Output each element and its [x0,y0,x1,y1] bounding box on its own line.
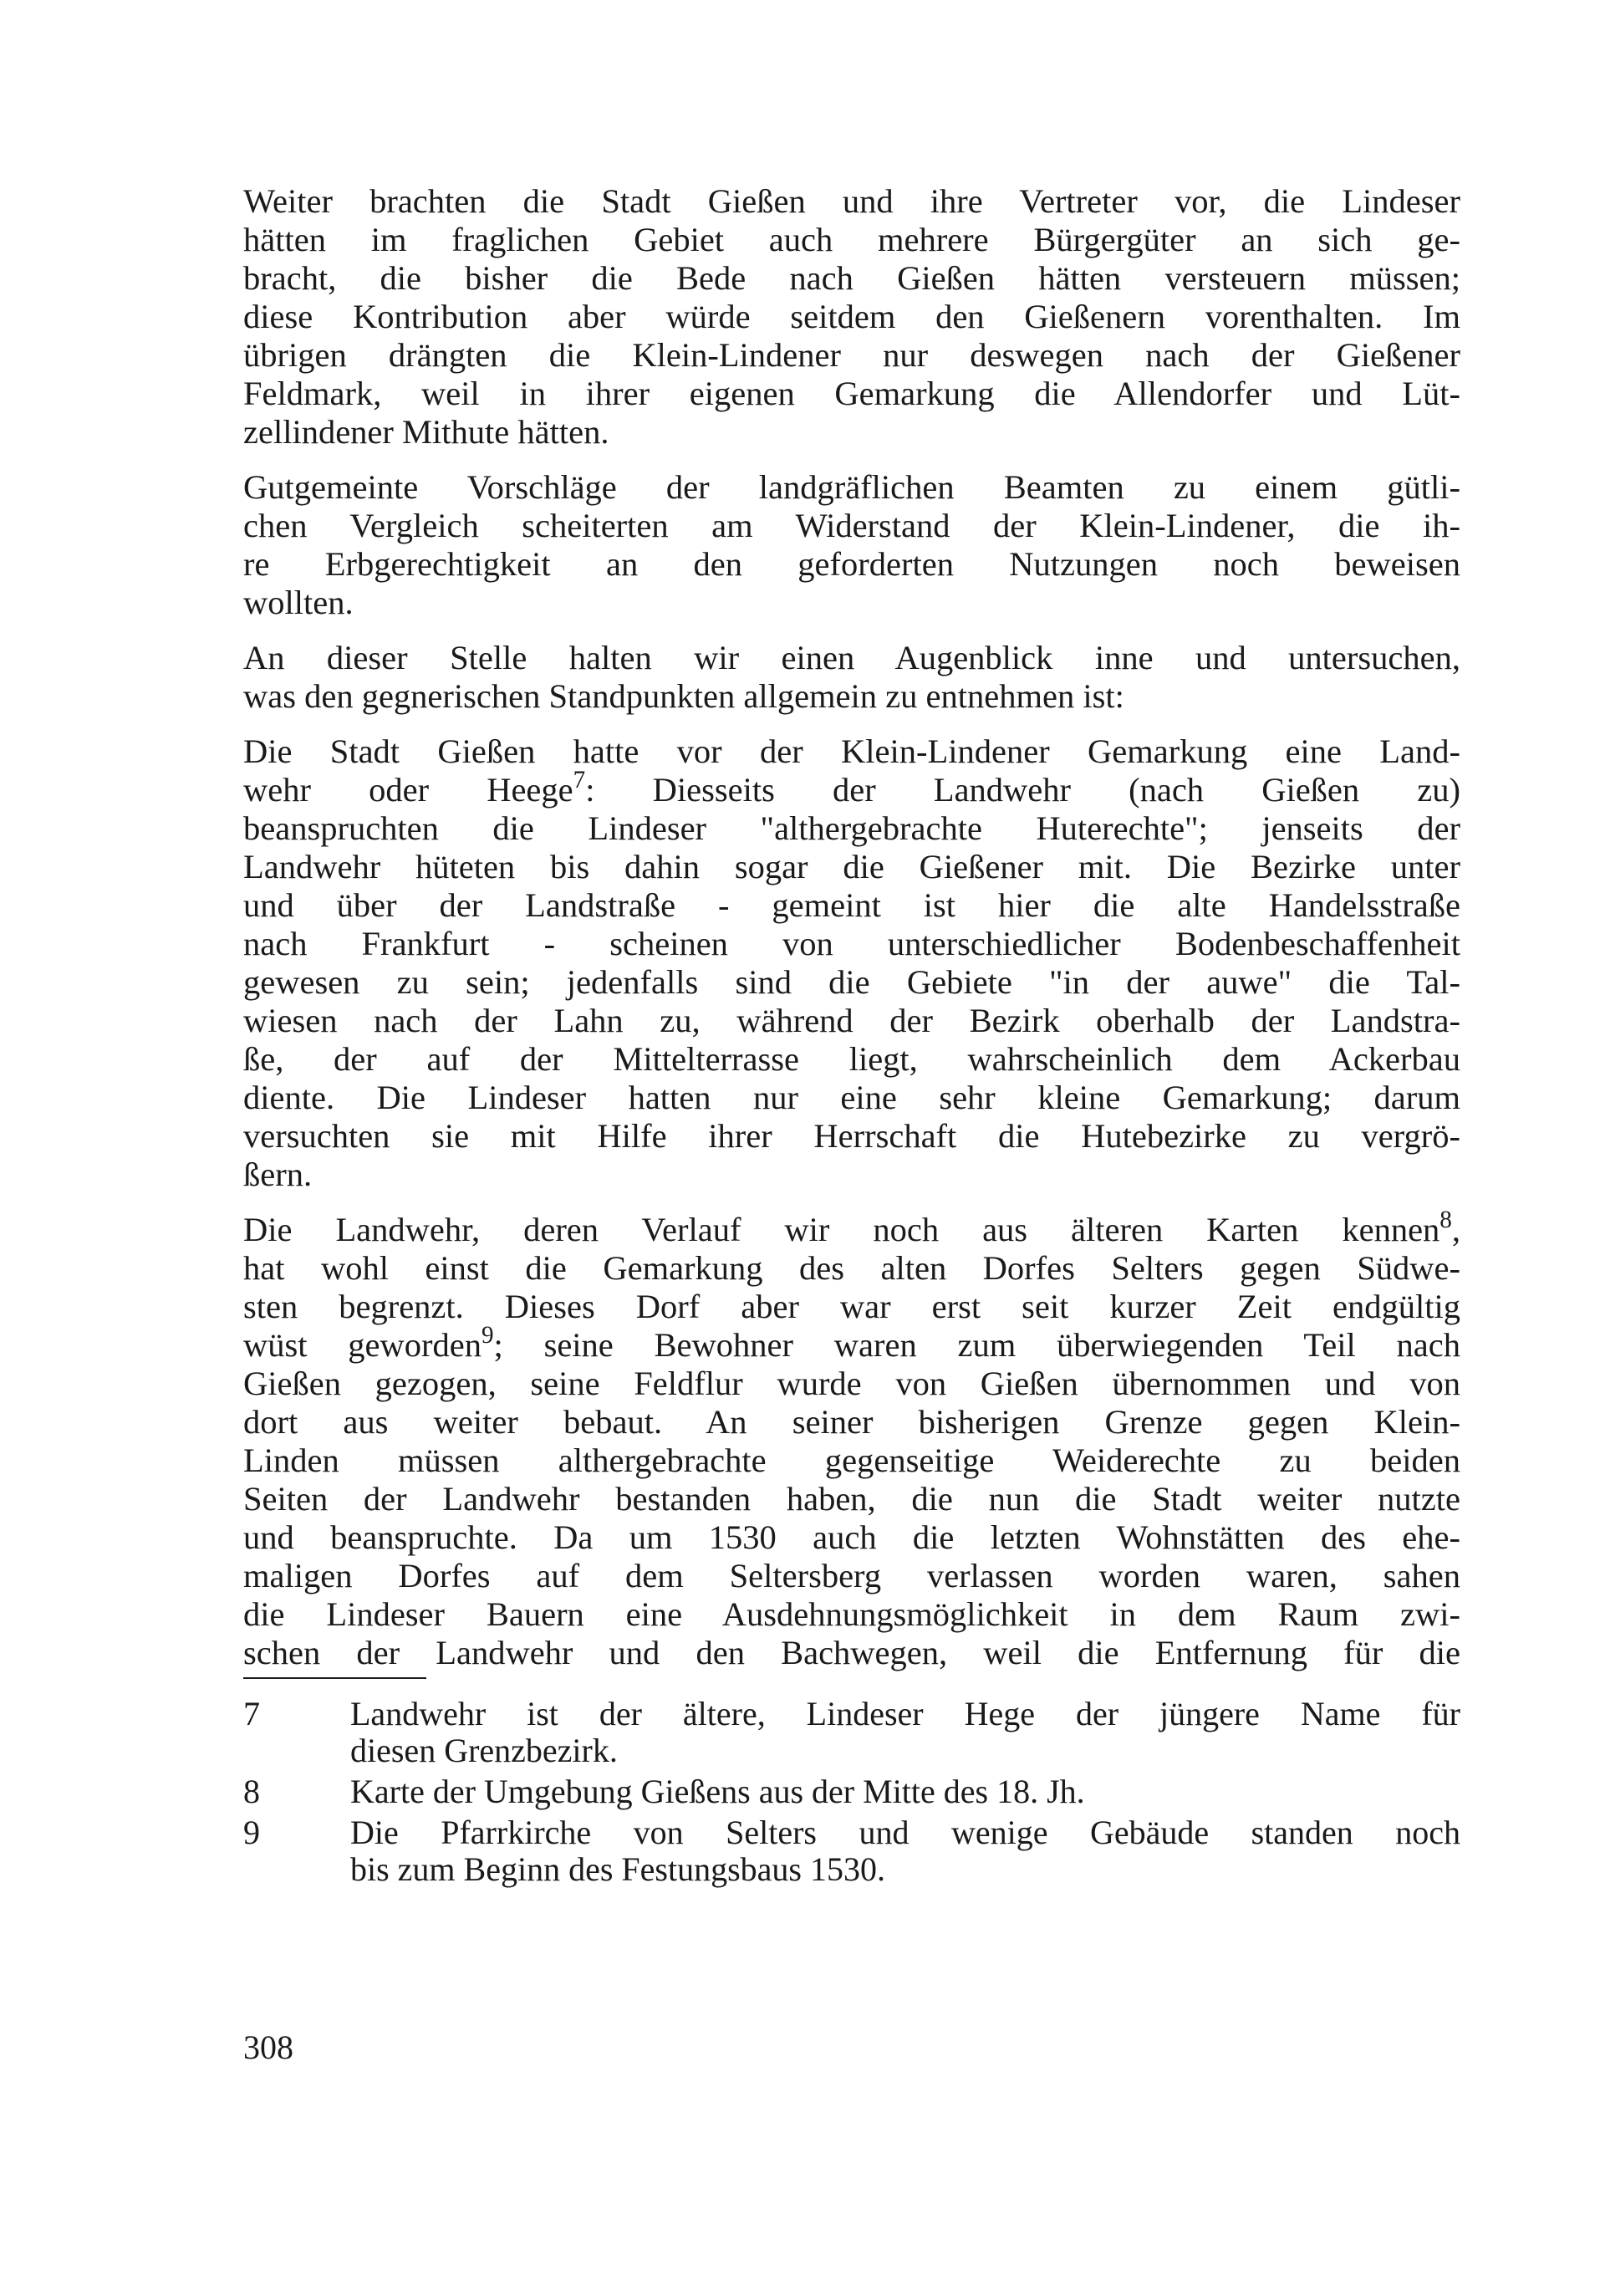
text-line [243,1206,1460,1249]
paragraph-1 [243,182,1460,452]
text-line: wiesen nach der Lahn zu, während der Bezirk oberhalb der Landstra- [243,1002,1460,1039]
text-fragment: : Diesseits der Landwehr (nach Gießen zu) [585,771,1460,809]
footnote-number: 8 [243,1773,260,1810]
footnote-7 [243,1696,1460,1769]
text-fragment: ; seine Bewohner waren zum überwiegenden Teil nach [493,1326,1460,1364]
text-line: übrigen drängten die Klein-Lindener nur deswegen nach der Gießener [243,336,1460,374]
footnote-ref-7: 7 [573,766,586,793]
text-line [243,1321,1460,1365]
text-line: Die Pfarrkirche von Selters und wenige Gebäude standen noch [350,1814,1460,1851]
footnote-body [350,1773,1460,1810]
footnote-ref-9: 9 [481,1321,494,1349]
text-line: zellindener Mithute hätten. [243,413,609,451]
text-line: Landwehr hüteten bis dahin sogar die Gießener mit. Die Bezirke unter [243,848,1460,885]
paragraph-4 [243,732,1460,1194]
text-line: nach Frankfurt - scheinen von unterschiedlicher Bodenbeschaffenheit [243,925,1460,962]
text-line: die Lindeser Bauern eine Ausdehnungsmöglichkeit in dem Raum zwi- [243,1595,1460,1633]
text-line: bis zum Beginn des Festungsbaus 1530. [350,1850,885,1888]
footnote-9 [243,1814,1460,1888]
text-fragment: Die Landwehr, deren Verlauf wir noch aus älteren Karten kennen [243,1211,1440,1248]
text-line: Gießen gezogen, seine Feldflur wurde von Gießen übernommen und von [243,1365,1460,1402]
text-line: schen der Landwehr und den Bachwegen, weil die Entfernung für die [243,1634,1460,1671]
footnote-body [350,1814,1460,1888]
text-line: versuchten sie mit Hilfe ihrer Herrschaft die Hutebezirke zu vergrö- [243,1117,1460,1155]
text-line: Landwehr ist der ältere, Lindeser Hege der jüngere Name für [350,1695,1460,1732]
text-fragment: , [1451,1211,1460,1248]
text-line: maligen Dorfes auf dem Seltersberg verlassen worden waren, sahen [243,1557,1460,1594]
text-line: was den gegnerischen Standpunkten allgemein zu entnehmen ist: [243,677,1124,715]
text-line: hat wohl einst die Gemarkung des alten Dorfes Selters gegen Südwe- [243,1249,1460,1287]
text-line: beanspruchten die Lindeser "althergebrachte Huterechte"; jenseits der [243,809,1460,847]
text-fragment: wüst geworden [243,1326,482,1364]
text-line: wollten. [243,584,354,621]
text-line: diesen Grenzbezirk. [350,1732,618,1769]
footnotes [243,1696,1460,1892]
footnote-number: 7 [243,1695,260,1732]
paragraph-5 [243,1206,1460,1672]
text-line: Feldmark, weil in ihrer eigenen Gemarkung die Allendorfer und Lüt- [243,375,1460,412]
text-line: Seiten der Landwehr bestanden haben, die nun die Stadt weiter nutzte [243,1480,1460,1518]
text-line: re Erbgerechtigkeit an den geforderten Nutzungen noch beweisen [243,545,1460,583]
text-line: Weiter brachten die Stadt Gießen und ihre Vertreter vor, die Lindeser [243,182,1460,220]
page-number: 308 [243,2028,293,2066]
text-line: und über der Landstraße - gemeint ist hier die alte Handelsstraße [243,886,1460,924]
footnote-number: 9 [243,1814,260,1851]
text-line: ße, der auf der Mittelterrasse liegt, wahrscheinlich dem Ackerbau [243,1040,1460,1078]
text-line: Die Stadt Gießen hatte vor der Klein-Lindener Gemarkung eine Land- [243,732,1460,770]
text-line [243,766,1460,809]
footnote-ref-8: 8 [1439,1206,1452,1233]
text-line: hätten im fraglichen Gebiet auch mehrere Bürgergüter an sich ge- [243,221,1460,258]
text-line: sten begrenzt. Dieses Dorf aber war erst seit kurzer Zeit endgültig [243,1288,1460,1325]
text-line: diese Kontribution aber würde seitdem den Gießenern vorenthalten. Im [243,298,1460,335]
text-line: bracht, die bisher die Bede nach Gießen hätten versteuern müssen; [243,259,1460,297]
text-line: gewesen zu sein; jedenfalls sind die Gebiete "in der auwe" die Tal- [243,963,1460,1001]
text-line: diente. Die Lindeser hatten nur eine sehr kleine Gemarkung; darum [243,1079,1460,1116]
paragraph-3 [243,639,1460,716]
text-fragment: wehr oder Heege [243,771,573,809]
footnote-divider [243,1677,426,1679]
text-line: Gutgemeinte Vorschläge der landgräflichen Beamten zu einem gütli- [243,468,1460,506]
main-text [243,182,1460,1689]
text-line: ßern. [243,1156,313,1193]
footnote-body [350,1696,1460,1769]
text-line: und beanspruchte. Da um 1530 auch die letzten Wohnstätten des ehe- [243,1518,1460,1556]
text-line: Linden müssen althergebrachte gegenseitige Weiderechte zu beiden [243,1441,1460,1479]
paragraph-2 [243,468,1460,622]
text-line: An dieser Stelle halten wir einen Augenblick inne und untersuchen, [243,639,1460,676]
text-line: Karte der Umgebung Gießens aus der Mitte des 18. Jh. [350,1773,1085,1810]
text-line: dort aus weiter bebaut. An seiner bisherigen Grenze gegen Klein- [243,1403,1460,1441]
text-line: chen Vergleich scheiterten am Widerstand der Klein-Lindener, die ih- [243,507,1460,544]
footnote-8 [243,1773,1460,1810]
